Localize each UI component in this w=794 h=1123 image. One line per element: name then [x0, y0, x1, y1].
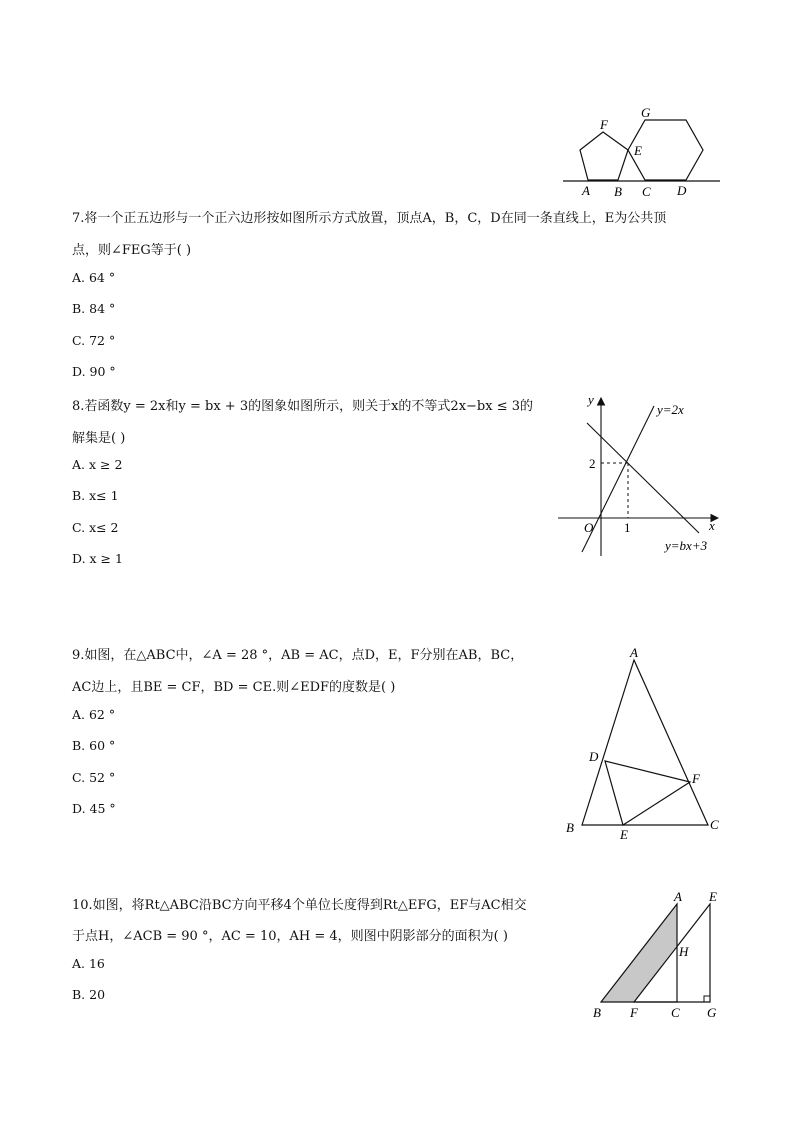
q9-triangle-abc	[582, 660, 708, 825]
q10-label-E: E	[709, 889, 717, 904]
q7-option-a[interactable]: A. 64 °	[72, 270, 116, 285]
q8-label-x: x	[709, 518, 715, 533]
q9-label-E: E	[620, 827, 628, 842]
q10-right-angle-mark	[704, 996, 710, 1002]
q7-option-d[interactable]: D. 90 °	[72, 364, 116, 379]
q8-stem-line-1: 8.若函数y = 2x和y = bx + 3的图象如图所示，则关于x的不等式2x−bx ≤ 3的	[72, 399, 533, 414]
q7-option-c[interactable]: C. 72 °	[72, 333, 116, 348]
q10-label-B: B	[593, 1005, 601, 1020]
q9-option-c[interactable]: C. 52 °	[72, 770, 116, 785]
q9-option-a[interactable]: A. 62 °	[72, 707, 116, 722]
q9-label-F: F	[692, 771, 700, 786]
q8-tick-2: 2	[589, 456, 596, 471]
q7-label-G: G	[641, 105, 651, 120]
q7-stem-line-1: 7.将一个正五边形与一个正六边形按如图所示方式放置，顶点A，B，C，D在同一条直线上，E为公共顶	[72, 211, 667, 226]
q8-stem-line-2: 解集是( )	[72, 431, 126, 446]
q10-option-a[interactable]: A. 16	[72, 956, 105, 971]
q9-stem-line-1: 9.如图，在△ABC中，∠A = 28 °，AB = AC，点D，E，F分别在AB，BC，	[72, 648, 524, 663]
q7-label-C: C	[642, 184, 651, 199]
q9-option-d[interactable]: D. 45 °	[72, 801, 116, 816]
q8-option-b[interactable]: B. x≤ 1	[72, 488, 119, 503]
q10-stem-line-2: 于点H，∠ACB = 90 °，AC = 10，AH = 4，则图中阴影部分的面积为( )	[72, 929, 508, 944]
q7-label-F: F	[600, 117, 608, 132]
q7-label-D: D	[677, 183, 687, 198]
q8-option-c[interactable]: C. x≤ 2	[72, 520, 119, 535]
q8-label-origin: O	[584, 520, 594, 535]
q10-label-G: G	[707, 1005, 717, 1020]
q9-label-D: D	[589, 749, 599, 764]
q7-label-E: E	[634, 143, 642, 158]
q8-label-y2x: y=2x	[657, 402, 684, 417]
q8-label-ybx3: y=bx+3	[665, 538, 708, 553]
q8-label-y: y	[588, 392, 594, 407]
q10-label-H: H	[679, 944, 689, 959]
q7-label-A: A	[582, 183, 590, 198]
q10-label-F: F	[630, 1005, 638, 1020]
q8-line-y-bx3	[587, 423, 699, 533]
q7-label-B: B	[614, 184, 622, 199]
q9-label-A: A	[630, 645, 638, 660]
q9-triangle-def	[605, 761, 690, 825]
q9-label-C: C	[710, 817, 719, 832]
q7-pentagon	[580, 132, 628, 180]
q7-figure	[560, 104, 725, 200]
q9-option-b[interactable]: B. 60 °	[72, 738, 116, 753]
q8-option-d[interactable]: D. x ≥ 1	[72, 551, 123, 566]
q9-figure	[560, 640, 730, 845]
q10-label-C: C	[671, 1005, 680, 1020]
q8-option-a[interactable]: A. x ≥ 2	[72, 457, 123, 472]
q8-graph	[555, 390, 730, 558]
q7-option-b[interactable]: B. 84 °	[72, 301, 116, 316]
q7-stem-line-2: 点，则∠FEG等于( )	[72, 243, 192, 258]
q9-label-B: B	[566, 820, 574, 835]
q9-stem-line-2: AC边上，且BE = CF，BD = CE.则∠EDF的度数是( )	[72, 680, 396, 695]
q10-figure	[585, 888, 725, 1023]
q10-stem-line-1: 10.如图，将Rt△ABC沿BC方向平移4个单位长度得到Rt△EFG，EF与AC相交	[72, 898, 527, 913]
q10-option-b[interactable]: B. 20	[72, 987, 106, 1002]
q10-label-A: A	[674, 889, 682, 904]
q8-tick-1: 1	[624, 520, 631, 535]
